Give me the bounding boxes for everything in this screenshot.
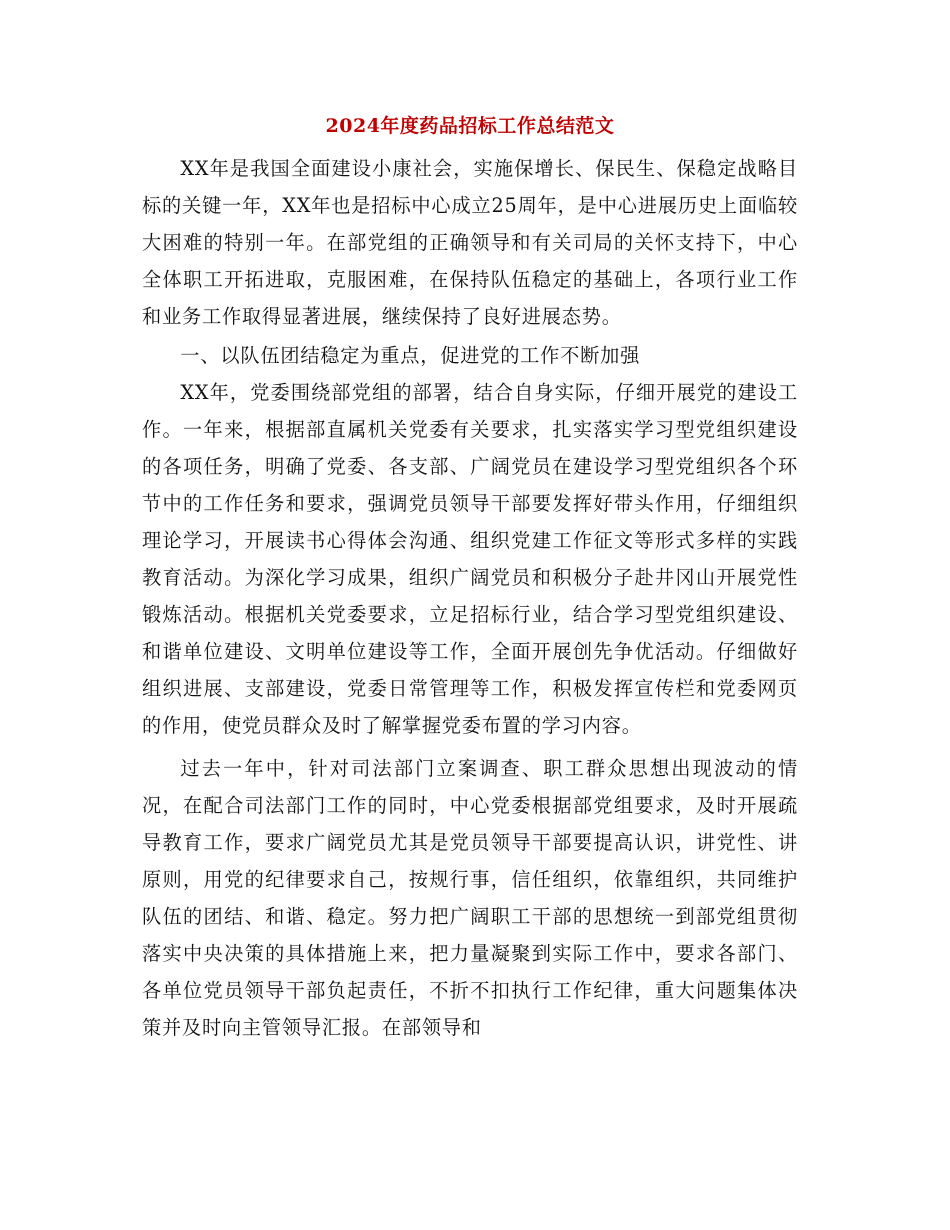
paragraph-intro: XX年是我国全面建设小康社会，实施保增长、保民生、保稳定战略目标的关键一年，XX年也是招标中心成立25周年，是中心进展历史上面临较大困难的特别一年。在部党组的正确领导和有关司局的关怀支持下，中心全体职工开拓进取，克服困难，在保持队伍稳定的基础上，各项行业工作和业务工作取得显著进展，继续保持了良好进展态势。 xyxy=(142,157,798,328)
paragraph-party-building: XX年，党委围绕部党组的部署，结合自身实际，仔细开展党的建设工作。一年来，根据部直属机关党委有关要求，扎实落实学习型党组织建设的各项任务，明确了党委、各支部、广阔党员在建设学习型党组织各个环节中的工作任务和要求，强调党员领导干部要发挥好带头作用，仔细组织理论学习，开展读书心得体会沟通、组织党建工作征文等形式多样的实践教育活动。为深化学习成果，组织广阔党员和积极分子赴井冈山开展党性锻炼活动。根据机关党委要求，立足招标行业，结合学习型党组织建设、和谐单位建设、文明单位建设等工作，全面开展创先争优活动。仔细做好组织进展、支部建设，党委日常管理等工作，积极发挥宣传栏和党委网页的作用，使党员群众及时了解掌握党委布置的学习内容。 xyxy=(142,381,798,737)
paragraph-past-year: 过去一年中，针对司法部门立案调查、职工群众思想出现波动的情况，在配合司法部门工作的同时，中心党委根据部党组要求，及时开展疏导教育工作，要求广阔党员尤其是党员领导干部要提高认识，讲党性、讲原则，用党的纪律要求自己，按规行事，信任组织，依靠组织，共同维护队伍的团结、和谐、稳定。努力把广阔职工干部的思想统一到部党组贯彻落实中央决策的具体措施上来，把力量凝聚到实际工作中，要求各部门、各单位党员领导干部负起责任，不折不扣执行工作纪律，重大问题集体决策并及时向主管领导汇报。在部领导和 xyxy=(142,757,798,1039)
document-page xyxy=(142,112,798,1048)
section-heading-1: 一、以队伍团结稳定为重点，促进党的工作不断加强 xyxy=(180,344,641,367)
document-title: 2024年度药品招标工作总结范文 xyxy=(325,115,615,137)
